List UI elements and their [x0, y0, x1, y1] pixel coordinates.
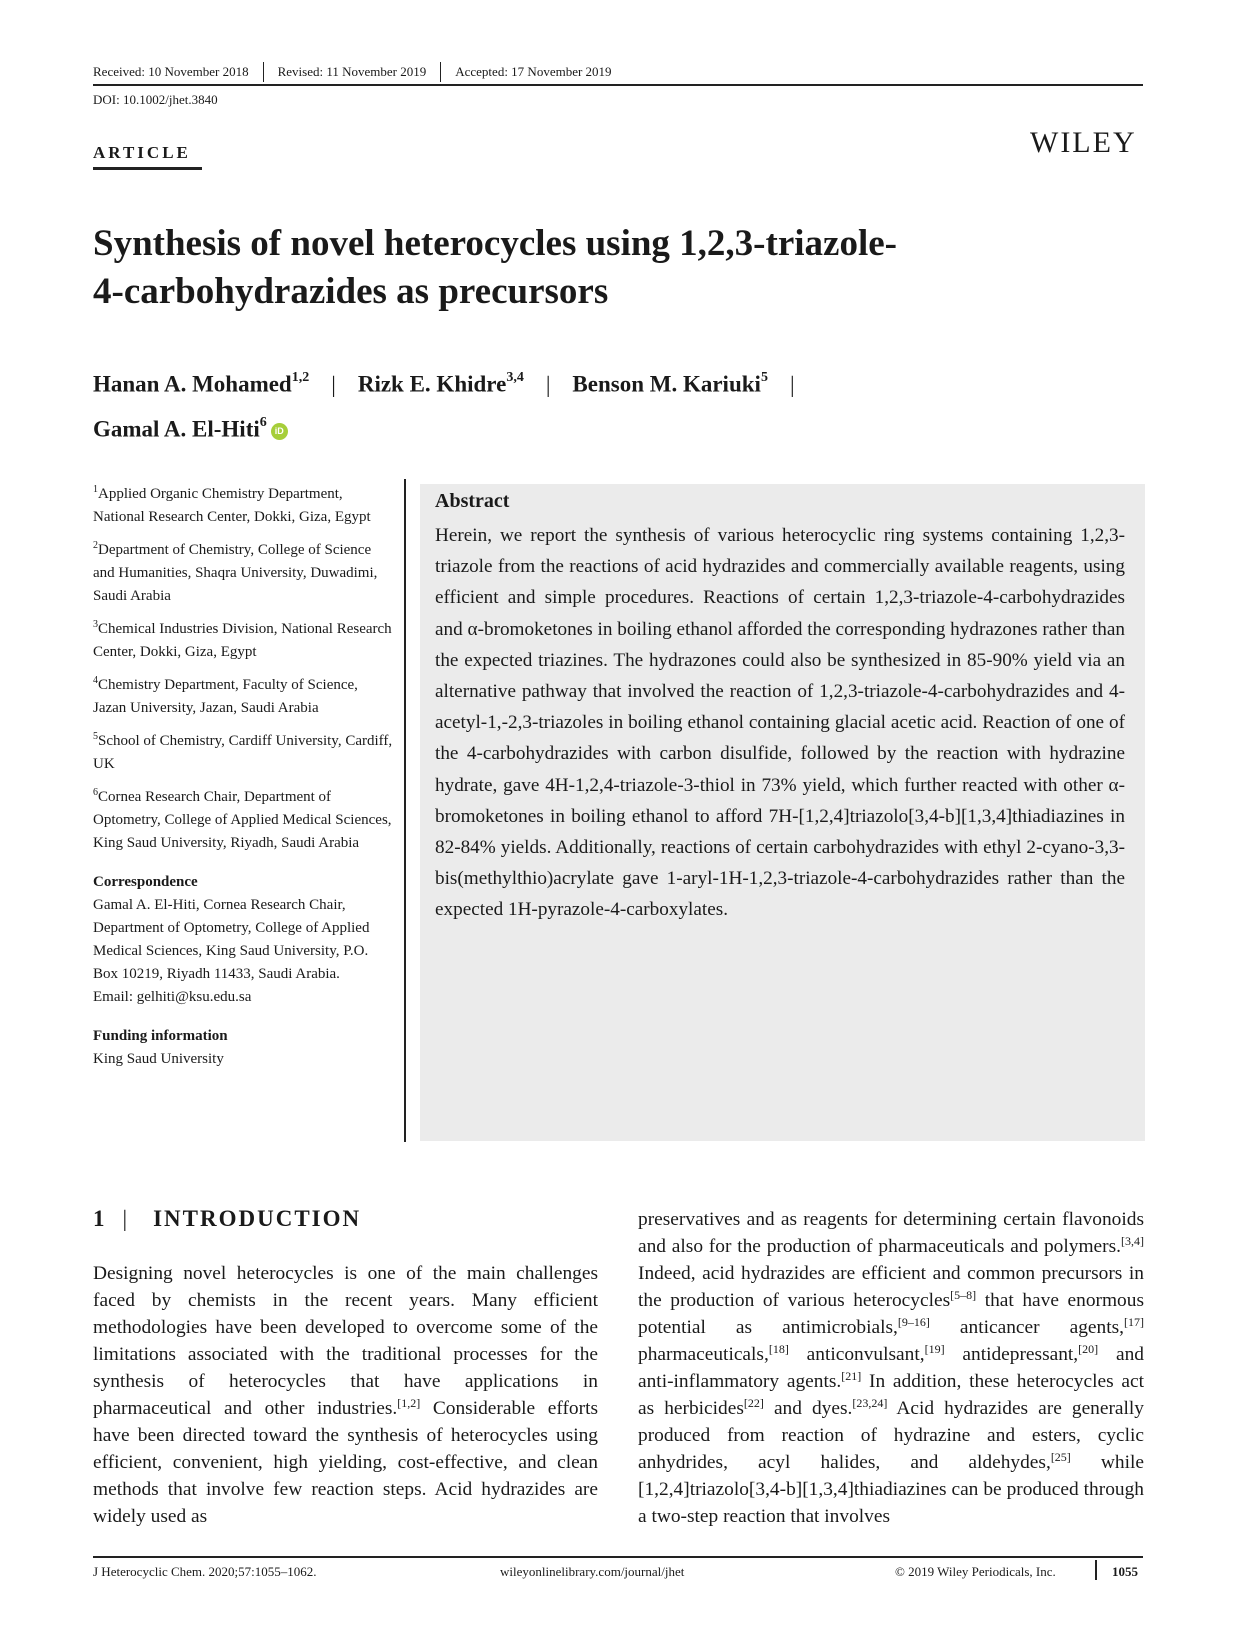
affiliation — [93, 725, 393, 776]
author-affiliation-sup: 1,2 — [291, 370, 310, 385]
article-type-label: ARTICLE — [93, 143, 191, 162]
body-text: and anti-inflammatory agents. — [638, 1344, 1144, 1392]
author-affiliation-sup: 5 — [760, 370, 768, 385]
citation-link[interactable]: [5–8] — [950, 1288, 977, 1302]
affiliations-column — [93, 478, 393, 1071]
citation-link[interactable]: [22] — [743, 1396, 764, 1410]
body-text: anticonvulsant, — [788, 1344, 925, 1365]
abstract-heading: Abstract — [435, 490, 510, 512]
citation-link[interactable]: [9–16] — [897, 1315, 930, 1329]
header-rule — [93, 84, 1143, 86]
article-history — [93, 62, 1143, 82]
footer-rule — [93, 1556, 1143, 1558]
body-text: Designing novel heterocycles is one of the main challenges faced by chemists in the recent years. Many efficient methodologies have been developed to overcome some of the limitations associated with the traditional processes for the synthesis of heterocycles that have applications in pharmaceutical and other industries. — [93, 1263, 598, 1419]
affiliation-text: School of Chemistry, Cardiff University, Cardiff, UK — [93, 733, 393, 772]
affiliation-sup: 6 — [93, 787, 98, 798]
affiliation-sup: 2 — [93, 540, 98, 551]
divider — [440, 62, 441, 82]
journal-citation: J Heterocyclic Chem. 2020;57:1055–1062. — [93, 1564, 317, 1579]
body-text: anticancer agents, — [929, 1317, 1124, 1338]
affiliation — [93, 669, 393, 720]
author-separator: | — [789, 371, 795, 397]
body-text: that have enormous potential as antimicrobials, — [638, 1290, 1144, 1338]
copyright: © 2019 Wiley Periodicals, Inc. — [895, 1564, 1056, 1579]
affiliation-text: Chemical Industries Division, National Research Center, Dokki, Giza, Egypt — [93, 621, 392, 660]
abstract-text: Herein, we report the synthesis of various heterocyclic ring systems containing 1,2,3-triazole from the reactions of acid hydrazides and commercially available reagents, using efficient and simple procedures. Reactions of certain 1,2,3-triazole-4-carbohydrazides and α-bromoketones in boiling ethanol afforded the corresponding hydrazones rather than the expected triazines. The hydrazones could also be synthesized in 85-90% yield via an alternative pathway that involved the reaction of 1,2,3-triazole-4-carbohydrazides and 4-acetyl-1,-2,3-triazoles in boiling ethanol containing glacial acetic acid. Reaction of one of the 4-carbohydrazides with carbon disulfide, followed by the reaction with hydrazine hydrate, gave 4H-1,2,4-triazole-3-thiol in 73% yield, which further reacted with other α-bromoketones in boiling ethanol to afford 7H-[1,2,4]triazolo[3,4-b][1,3,4]thiadiazines in 82-84% yields. Additionally, reactions of certain carbohydrazides with ethyl 2-cyano-3,3-bis(methylthio)acrylate gave 1-aryl-1H-1,2,3-triazole-4-carbohydrazides rather than the expected 1H-pyrazole-4-carboxylates. — [435, 525, 1125, 921]
author-list — [93, 360, 1093, 449]
citation-link[interactable]: [21] — [841, 1369, 862, 1383]
article-title — [93, 220, 1093, 316]
author-affiliation-sup: 3,4 — [506, 370, 524, 385]
revised-date: Revised: 11 November 2019 — [277, 64, 427, 79]
author-line-2 — [93, 405, 1093, 450]
intro-column-2 — [638, 1206, 1144, 1530]
accepted-date: Accepted: 17 November 2019 — [455, 64, 612, 79]
intro-column-1 — [93, 1260, 598, 1530]
title-line-1: Synthesis of novel heterocycles using 1,2,3-triazole- — [93, 223, 897, 264]
body-text: while [1,2,4]triazolo[3,4-b][1,3,4]thiadiazines can be produced through a two-step reaction that involves — [638, 1452, 1144, 1527]
affiliation — [93, 534, 393, 608]
citation-link[interactable]: [25] — [1050, 1450, 1071, 1464]
affiliation-sup: 4 — [93, 675, 98, 686]
title-line-2: 4-carbohydrazides as precursors — [93, 271, 609, 312]
orcid-icon[interactable]: iD — [271, 423, 288, 440]
citation-link[interactable]: [1,2] — [397, 1396, 421, 1410]
body-text: Considerable efforts have been directed toward the synthesis of heterocycles using efficient, convenient, high yielding, cost-effective, and clean methods that involve few reaction steps. Acid hydrazides are widely used as — [93, 1398, 598, 1527]
column-divider — [404, 479, 406, 1142]
section-separator: | — [122, 1206, 130, 1231]
author-separator: | — [331, 371, 336, 397]
author-name[interactable]: Hanan A. Mohamed — [93, 371, 292, 397]
section-title: INTRODUCTION — [153, 1206, 362, 1231]
journal-url[interactable]: wileyonlinelibrary.com/journal/jhet — [500, 1564, 685, 1579]
section-number: 1 — [93, 1206, 107, 1231]
citation-link[interactable]: [18] — [768, 1342, 789, 1356]
page-number: 1055 — [1112, 1564, 1138, 1579]
affiliation — [93, 613, 393, 664]
citation-link[interactable]: [19] — [924, 1342, 945, 1356]
divider — [263, 62, 264, 82]
publisher-logo: WILEY — [1030, 126, 1137, 159]
body-text: Acid hydrazides are generally produced from reaction of hydrazine and esters, cyclic anhydrides, acyl halides, and aldehydes, — [638, 1398, 1145, 1473]
body-text: antidepressant, — [944, 1344, 1079, 1365]
article-type-underline — [93, 167, 202, 170]
section-heading — [93, 1206, 361, 1232]
correspondence-text: Gamal A. El-Hiti, Cornea Research Chair, Department of Optometry, College of Applied Medical Sciences, King Saud University, P.O. Box 10219, Riyadh 11433, Saudi Arabia. — [93, 897, 370, 982]
author-affiliation-sup: 6 — [259, 414, 267, 430]
correspondence-heading: Correspondence — [93, 874, 198, 890]
body-text: Indeed, acid hydrazides are efficient and common precursors in the production of various heterocycles — [638, 1263, 1144, 1311]
funding-text: King Saud University — [93, 1051, 224, 1067]
body-text: and dyes. — [763, 1398, 853, 1419]
body-text: In addition, these heterocycles act as herbicides — [638, 1371, 1144, 1419]
received-date: Received: 10 November 2018 — [93, 64, 249, 79]
citation-link[interactable]: [23,24] — [852, 1396, 888, 1410]
footer-divider — [1095, 1560, 1097, 1580]
author-line-1 — [93, 360, 1093, 405]
citation-link[interactable]: [20] — [1078, 1342, 1099, 1356]
citation-link[interactable]: [17] — [1123, 1315, 1144, 1329]
author-name[interactable]: Gamal A. El-Hiti — [93, 416, 260, 442]
author-name[interactable]: Benson M. Kariuki — [572, 371, 761, 397]
correspondence-email[interactable]: Email: gelhiti@ksu.edu.sa — [93, 989, 252, 1005]
affiliation-text: Cornea Research Chair, Department of Optometry, College of Applied Medical Sciences, King Saud University, Riyadh, Saudi Arabia — [93, 789, 392, 851]
affiliation — [93, 478, 393, 529]
citation-link[interactable]: [3,4] — [1121, 1234, 1144, 1248]
body-text: pharmaceuticals, — [638, 1344, 769, 1365]
affiliation-text: Applied Organic Chemistry Department, National Research Center, Dokki, Giza, Egypt — [93, 486, 371, 525]
body-text: preservatives and as reagents for determining certain flavonoids and also for the production of pharmaceuticals and polymers. — [638, 1209, 1144, 1257]
affiliation-sup: 1 — [93, 484, 98, 495]
affiliation-text: Department of Chemistry, College of Science and Humanities, Shaqra University, Duwadimi, Saudi Arabia — [93, 542, 378, 604]
affiliation-sup: 5 — [93, 731, 98, 742]
doi[interactable]: DOI: 10.1002/jhet.3840 — [93, 92, 218, 107]
funding-heading: Funding information — [93, 1028, 228, 1044]
author-name[interactable]: Rizk E. Khidre — [357, 371, 507, 397]
affiliation — [93, 781, 393, 855]
affiliation-sup: 3 — [93, 619, 98, 630]
author-separator: | — [545, 371, 551, 397]
affiliation-text: Chemistry Department, Faculty of Science, Jazan University, Jazan, Saudi Arabia — [93, 677, 358, 716]
